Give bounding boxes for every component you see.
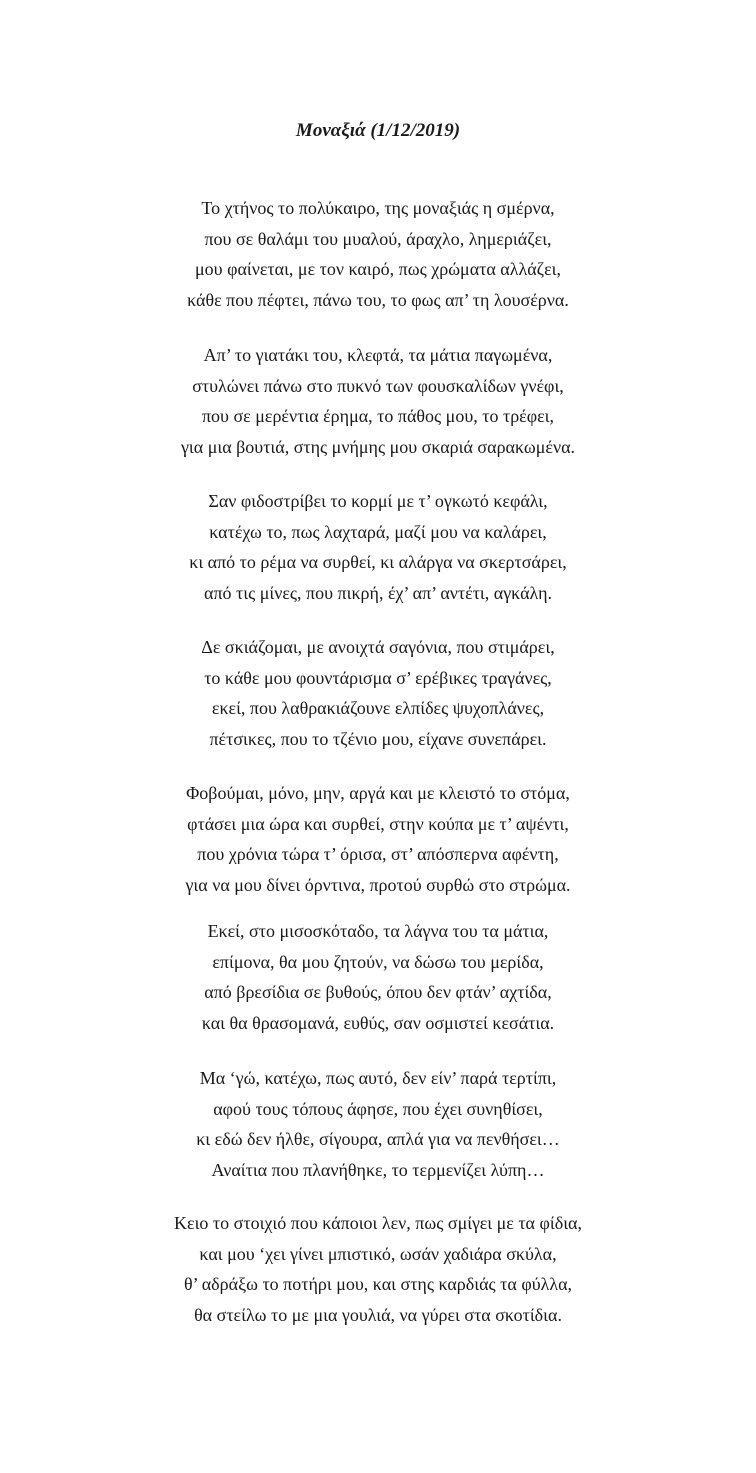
poem-line: και θα θρασομανά, ευθύς, σαν οσμιστεί κεσάτια. [201,1012,555,1033]
stanza [0,632,756,754]
poem-line: κι εδώ δεν ήλθε, σίγουρα, απλά για να πενθήσει… [196,1129,560,1149]
stanza [0,340,756,462]
poem-line: Δε σκιάζομαι, με ανοιχτά σαγόνια, που στιμάρει, [201,637,555,657]
poem-line: πέτσικες, που το τζένιο μου, είχανε συνεπάρει. [209,728,547,749]
poem-line: που σε μερέντια έρημα, το πάθος μου, το τρέφει, [201,406,555,426]
poem-line: από βρεσίδια σε βυθούς, όπου δεν φτάν’ αχτίδα, [204,982,552,1002]
stanza [0,486,756,608]
poem-line: Απ’ το γιατάκι του, κλεφτά, τα μάτια παγωμένα, [203,345,553,365]
poem-line: εκεί, που λαθρακιάζουνε ελπίδες ψυχοπλάνες, [211,698,545,718]
poem-line: Εκεί, στο μισοσκόταδο, τα λάγνα του τα μάτια, [207,921,549,941]
poem-line: το κάθε μου φουντάρισμα σ’ ερέβικες τραγάνες, [204,667,552,688]
stanza [0,1063,756,1185]
poem-line: και μου ‘χει γίνει μπιστικό, ωσάν χαδιάρα σκύλα, [199,1243,557,1264]
poem-line: που χρόνια τώρα τ’ όρισα, στ’ απόσπερνα αφέντη, [197,844,559,864]
poem-title: Μοναξιά (1/12/2019) [295,120,461,141]
poem-line: θ’ αδράξω το ποτήρι μου, και στης καρδιάς τα φύλλα, [183,1274,573,1294]
poem-line: επίμονα, θα μου ζητούν, να δώσω του μερίδα, [212,951,544,972]
poem-line: Μα ‘γώ, κατέχω, πως αυτό, δεν είν’ παρά τερτίπι, [199,1068,557,1088]
poem-line: στυλώνει πάνω στο πυκνό των φουσκαλίδων γνέφι, [192,375,564,396]
stanza [0,1208,756,1330]
poem-line: Φοβούμαι, μόνο, μην, αργά και με κλειστό το στόμα, [186,783,570,803]
poem-line: Αναίτια που πλανήθηκε, το τερμενίζει λύπη… [211,1159,545,1180]
poem-line: που σε θαλάμι του μυαλού, άραχλο, λημεριάζει, [204,228,552,249]
poem-line: Σαν φιδοστρίβει το κορμί με τ’ ογκωτό κεφάλι, [208,491,548,511]
poem-line: θα στείλω το με μια γουλιά, να γύρει στα σκοτίδια. [194,1304,562,1325]
poem-line: κατέχω το, πως λαχταρά, μαζί μου να καλάρει, [209,521,547,542]
poem-line: αφού τους τόπους άφησε, που έχει συνηθίσει, [213,1098,543,1119]
stanza [0,778,756,900]
poem-line: μου φαίνεται, με τον καιρό, πως χρώματα αλλάζει, [195,259,561,279]
stanza [0,916,756,1038]
poem-line: κι από το ρέμα να συρθεί, κι αλάργα να σκερτσάρει, [189,552,567,572]
poem-line: για μια βουτιά, στης μνήμης μου σκαριά σαρακωμένα. [180,436,576,457]
poem-line: Το χτήνος το πολύκαιρο, της μοναξιάς η σμέρνα, [201,198,555,218]
poem-line: Κειο το στοιχιό που κάποιοι λεν, πως σμίγει με τα φίδια, [174,1213,582,1233]
poem-line: φτάσει μια ώρα και συρθεί, στην κούπα με τ’ αψέντι, [187,813,569,834]
stanza [0,193,756,315]
poem-line: κάθε που πέφτει, πάνω του, το φως απ’ τη λουσέρνα. [187,289,569,310]
poem-line: για να μου δίνει όρντινα, προτού συρθώ στο στρώμα. [185,874,571,895]
poem-line: από τις μίνες, που πικρή, έχ’ απ’ αντέτι, αγκάλη. [204,582,552,603]
